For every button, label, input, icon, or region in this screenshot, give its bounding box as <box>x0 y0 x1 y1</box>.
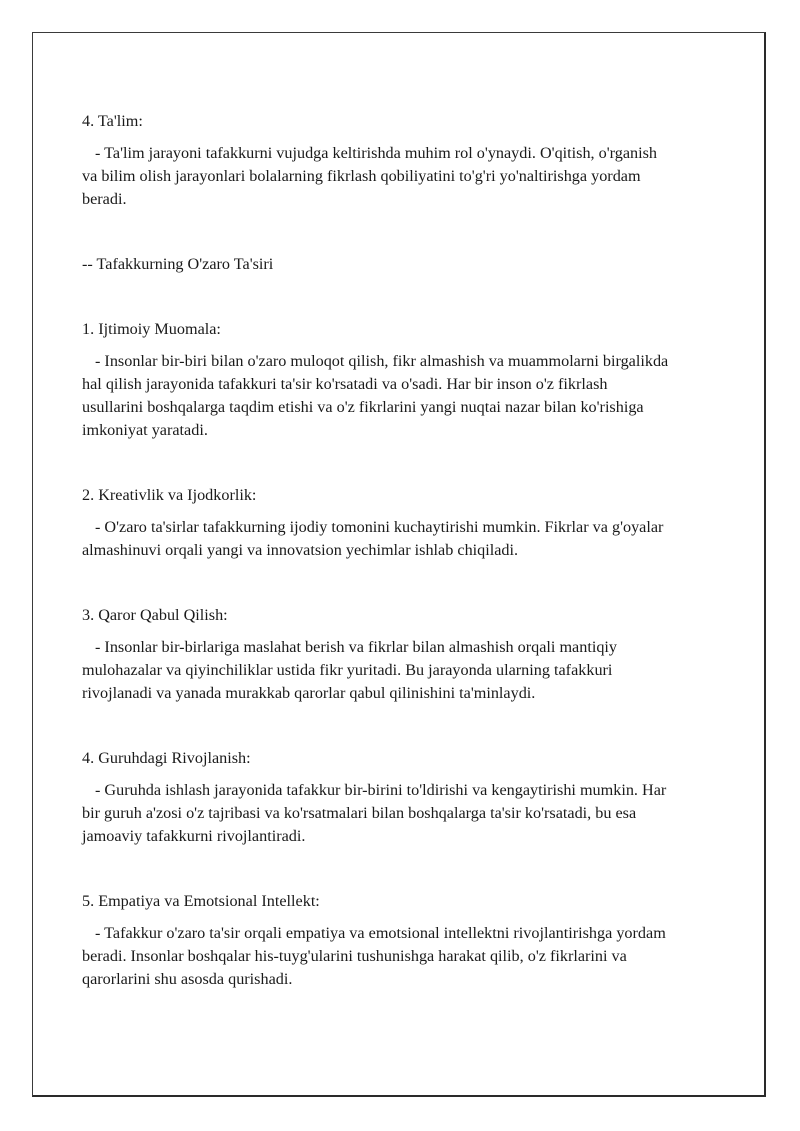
section-paragraph-kreativlik: - O'zaro ta'sirlar tafakkurning ijodiy tomonini kuchaytirishi mumkin. Fikrlar va g'oyalar almashinuvi orqali yangi va innovatsion yechimlar ishlab chiqiladi. <box>82 518 664 559</box>
section-paragraph-qaror-qabul: - Insonlar bir-birlariga maslahat berish va fikrlar bilan almashish orqali mantiqiy mulohazalar va qiyinchiliklar ustida fikr yuritadi. Bu jarayonda ularning tafakkuri rivojlanadi va yanada murakkab qarorlar qabul qilinishini ta'minlaydi. <box>82 638 618 702</box>
section-heading-ijtimoiy-muomala: 1. Ijtimoiy Muomala: <box>82 320 221 338</box>
section-heading-kreativlik: 2. Kreativlik va Ijodkorlik: <box>82 486 257 504</box>
section-paragraph-guruhdagi-rivojlanish: - Guruhda ishlash jarayonida tafakkur bir-birini to'ldirishi va kengaytirishi mumkin. Har bir guruh a'zosi o'z tajribasi va ko'rsatmalari bilan boshqalarga ta'sir ko'rsatadi, bu esa jamoaviy tafakkurni rivojlantiradi. <box>82 781 667 845</box>
document-body <box>82 110 672 991</box>
section-heading-empatiya: 5. Empatiya va Emotsional Intellekt: <box>82 892 320 910</box>
section-heading-qaror-qabul: 3. Qaror Qabul Qilish: <box>82 606 228 624</box>
section-title-ozaro-tasiri: -- Tafakkurning O'zaro Ta'siri <box>82 255 274 273</box>
section-heading-guruhdagi-rivojlanish: 4. Guruhdagi Rivojlanish: <box>82 749 251 767</box>
section-paragraph-empatiya: - Tafakkur o'zaro ta'sir orqali empatiya va emotsional intellektni rivojlantirishga yordam beradi. Insonlar boshqalar his-tuyg'ularini tushunishga harakat qilib, o'z fikrlarini va qarorlarini shu asosda qurishadi. <box>82 924 666 988</box>
section-paragraph-ijtimoiy-muomala: - Insonlar bir-biri bilan o'zaro muloqot qilish, fikr almashish va muammolarni birgalikda hal qilish jarayonida tafakkuri ta'sir ko'rsatadi va o'sadi. Har bir inson o'z fikrlash usullarini boshqalarga taqdim etishi va o'z fikrlarini yangi nuqtai nazar bilan ko'rishiga imkoniyat yaratadi. <box>82 352 669 439</box>
section-paragraph-talim: - Ta'lim jarayoni tafakkurni vujudga keltirishda muhim rol o'ynaydi. O'qitish, o'rganish va bilim olish jarayonlari bolalarning fikrlash qobiliyatini to'g'ri yo'naltirishga yordam beradi. <box>82 144 658 208</box>
section-heading-talim: 4. Ta'lim: <box>82 112 143 130</box>
